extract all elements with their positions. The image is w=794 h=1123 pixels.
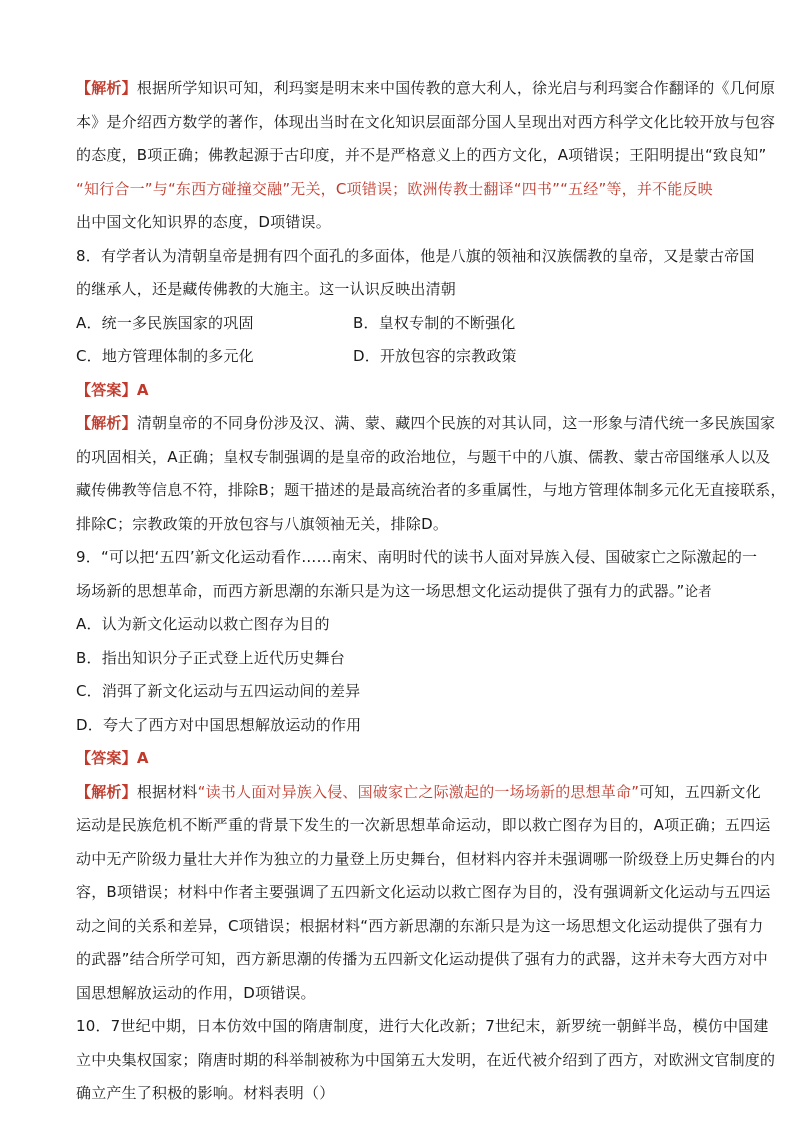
q7-analysis-line-4: “知行合一”与“东西方碰撞交融”无关，C项错误；欧洲传教士翻译“四书”“五经”等，并不能反映	[76, 179, 713, 198]
q8-option-b: B．皇权专制的不断强化	[353, 313, 516, 332]
q9-stem-tail: 论者	[684, 583, 712, 600]
q10-stem-line-3: 确立产生了积极的影响。材料表明（）	[76, 1084, 335, 1102]
q8-analysis-line-3: 藏传佛教等信息不符，排除B；题干描述的是最高统治者的多重属性，与地方管理体制多元化无直接联系，	[76, 481, 786, 499]
q9-stem-line-2: 场场新的思想革命，而西方新思潮的东渐只是为这一场思想文化运动提供了强有力的武器。”论者	[76, 581, 712, 600]
answer-value: A	[136, 380, 149, 399]
q7-analysis-line-1: 【解析】根据所学知识可知，利玛窦是明末来中国传教的意大利人，徐光启与利玛窦合作翻译的《几何原	[76, 79, 776, 97]
answer-tag: 【答案】	[76, 380, 137, 399]
q8-stem-line-1: 8．有学者认为清朝皇帝是拥有四个面孔的多面体，他是八旗的领袖和汉族儒教的皇帝，又是蒙古帝国	[76, 246, 755, 265]
q8-analysis-line-2: 的巩固相关，A正确；皇权专制强调的是皇帝的政治地位，与题干中的八旗、儒教、蒙古帝国继承人以及	[76, 447, 771, 466]
q9-stem-line-1: 9．“可以把‘五四’新文化运动看作……南宋、南明时代的读书人面对异族入侵、国破家亡之际激起的一	[76, 548, 758, 566]
q9-analysis-line-1: 【解析】根据材料“读书人面对异族入侵、国破家亡之际激起的一场场新的思想革命”可知，五四新文化	[76, 782, 761, 801]
q9-analysis-line-2: 运动是民族危机不断严重的背景下发生的一次新思想革命运动，即以救亡图存为目的，A项正确；五四运	[76, 816, 771, 834]
q9-option-b: B．指出知识分子正式登上近代历史舞台	[76, 648, 345, 667]
q9-analysis-line-6: 的武器”结合所学可知，西方新思潮的传播为五四新文化运动提供了强有力的武器，这并未夸大西方对中	[76, 950, 768, 968]
analysis-tag: 【解析】	[76, 414, 137, 432]
q9-analysis-line-5: 动之间的关系和差异，C项错误；根据材料“西方新思潮的东渐只是为这一场思想文化运动提供了强有力	[76, 916, 764, 935]
q7-analysis-line-5: 出中国文化知识界的态度，D项错误。	[76, 213, 331, 231]
q10-stem-line-2: 立中央集权国家；隋唐时期的科举制被称为中国第五大发明，在近代被介绍到了西方，对欧洲文官制度的	[76, 1050, 776, 1069]
q8-analysis-line-1: 【解析】清朝皇帝的不同身份涉及汉、满、蒙、藏四个民族的对其认同，这一形象与清代统一多民族国家	[76, 414, 776, 432]
q9-option-d: D．夸大了西方对中国思想解放运动的作用	[76, 715, 362, 734]
answer-tag: 【答案】	[76, 749, 137, 767]
q7-analysis-line-2: 本》是介绍西方数学的著作，体现出当时在文化知识层面部分国人呈现出对西方科学文化比较开放与包容	[76, 112, 776, 131]
q8-options-row-1	[76, 313, 726, 333]
q9-answer	[76, 748, 726, 768]
q9-quote: “读书人面对异族入侵、国破家亡之际激起的一场场新的思想革命”	[197, 782, 640, 801]
q8-answer	[76, 380, 726, 400]
document-page	[76, 78, 786, 1117]
q9-analysis-line-7: 国思想解放运动的作用，D项错误。	[76, 983, 316, 1002]
q8-stem-line-2: 的继承人，还是藏传佛教的大施主。这一认识反映出清朝	[76, 280, 457, 298]
q9-analysis-line-3: 动中无产阶级力量壮大并作为独立的力量登上历史舞台，但材料内容并未强调哪一阶级登上历史舞台的内	[76, 849, 776, 868]
q8-option-c: C．地方管理体制的多元化	[76, 347, 254, 365]
q9-analysis-line-4: 容，B项错误；材料中作者主要强调了五四新文化运动以救亡图存为目的，没有强调新文化运动与五四运	[76, 883, 771, 901]
q7-analysis-line-3: 的态度，B项正确；佛教起源于古印度，并不是严格意义上的西方文化，A项错误；王阳明提出“致良知”	[76, 146, 767, 164]
q10-stem-line-1: 10．7世纪中期，日本仿效中国的隋唐制度，进行大化改新；7世纪末，新罗统一朝鲜半岛，模仿中国建	[76, 1017, 769, 1035]
analysis-tag: 【解析】	[76, 782, 137, 801]
q8-option-d: D．开放包容的宗教政策	[353, 347, 517, 365]
answer-value: A	[136, 749, 149, 767]
q8-option-a: A．统一多民族国家的巩固	[76, 313, 254, 332]
q9-option-a: A．认为新文化运动以救亡图存为目的	[76, 615, 330, 633]
q8-options-row-2	[76, 346, 726, 366]
analysis-tag: 【解析】	[76, 79, 137, 97]
q8-analysis-line-4: 排除C；宗教政策的开放包容与八旗领袖无关，排除D。	[76, 514, 449, 533]
q9-option-c: C．消弭了新文化运动与五四运动间的差异	[76, 682, 361, 700]
